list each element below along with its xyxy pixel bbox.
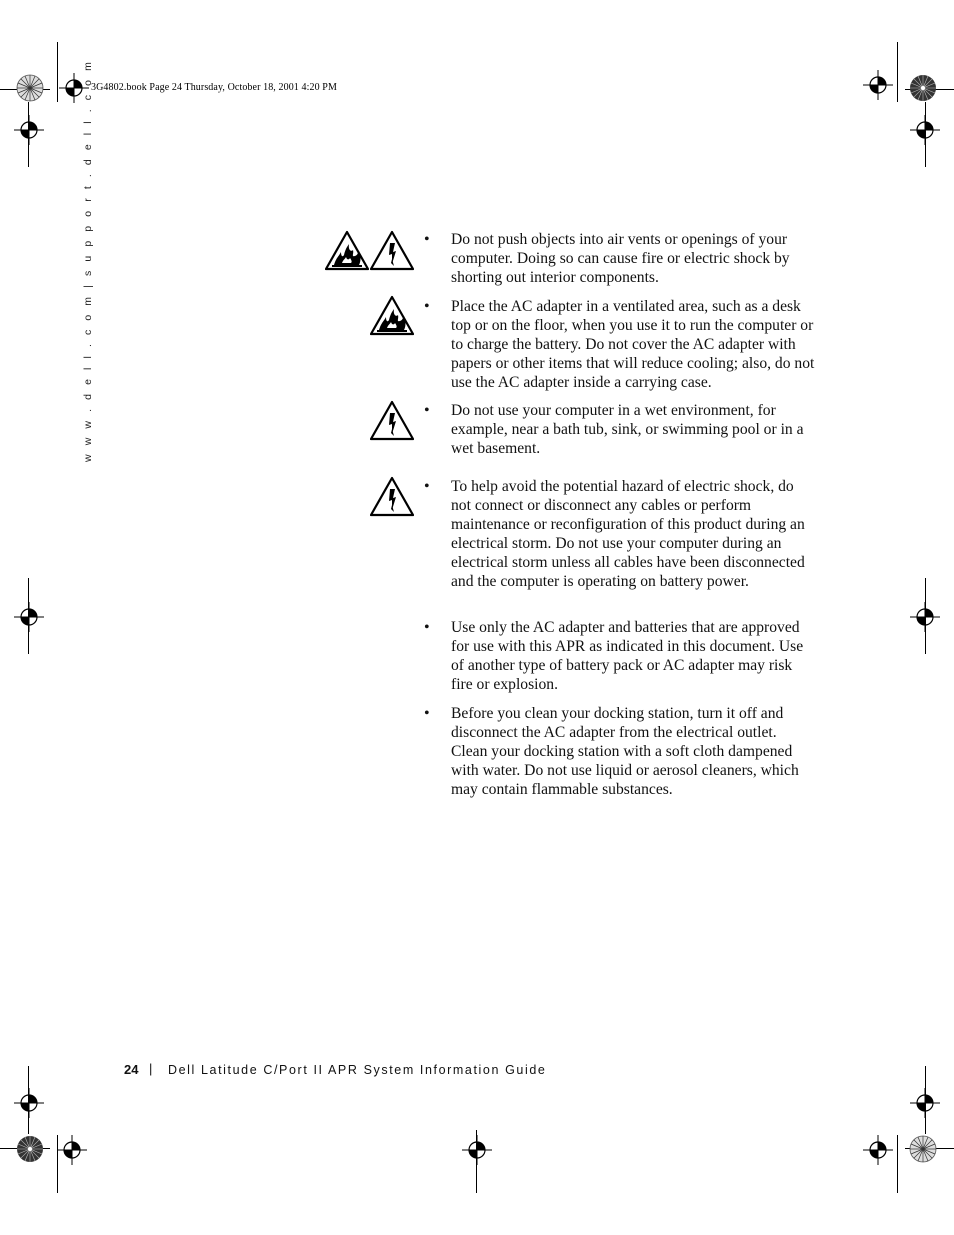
list-item: [424, 704, 816, 799]
bullet-symbol: •: [424, 231, 430, 248]
book-info-header: 3G4802.book Page 24 Thursday, October 18, 2001 4:20 PM: [91, 82, 337, 93]
sidebar-url: w w w . d e l l . c o m | s u p p o r t . d e l l . c o m: [82, 59, 94, 462]
fire-warning-icon: [325, 230, 369, 271]
list-item: [424, 230, 816, 287]
page-number: 24: [124, 1062, 139, 1077]
list-item: [424, 618, 816, 694]
bullet-symbol: •: [424, 298, 430, 315]
list-item-text: To help avoid the potential hazard of electric shock, do not connect or disconnect any cables or perform maintenance or reconfiguration of this product during an electrical storm. Do not use your computer during an electrical storm unless all cables have been disconnected and the computer is operating on battery power.: [451, 478, 805, 590]
list-item: [424, 477, 816, 591]
bullet-symbol: •: [424, 705, 430, 722]
list-item: [424, 401, 816, 458]
list-item-text: Place the AC adapter in a ventilated area, such as a desk top or on the floor, when you use it to run the computer or to charge the battery. Do not cover the AC adapter with papers or other items that will reduce cooling; also, do not use the AC adapter inside a carrying case.: [451, 298, 815, 391]
bullet-symbol: •: [424, 402, 430, 419]
electric-shock-warning-icon: [370, 230, 414, 271]
bullet-symbol: •: [424, 619, 430, 636]
list-item-text: Do not use your computer in a wet environment, for example, near a bath tub, sink, or swimming pool or in a wet basement.: [451, 402, 804, 457]
fire-warning-icon: [370, 295, 414, 336]
list-item-text: Do not push objects into air vents or openings of your computer. Doing so can cause fire or electric shock by shorting out interior components.: [451, 231, 790, 286]
footer-separator: |: [149, 1061, 153, 1076]
bullet-symbol: •: [424, 478, 430, 495]
electric-shock-warning-icon: [370, 476, 414, 517]
list-item-text: Use only the AC adapter and batteries that are approved for use with this APR as indicated in this document. Use of another type of battery pack or AC adapter may risk fire or explosion.: [451, 619, 804, 693]
list-item-text: Before you clean your docking station, turn it off and disconnect the AC adapter from the electrical outlet. Clean your docking station with a soft cloth dampened with water. Do not use liquid or aerosol cleaners, which may contain flammable substances.: [451, 705, 799, 798]
list-item: [424, 297, 816, 392]
footer-title: Dell Latitude C/Port II APR System Information Guide: [168, 1063, 547, 1077]
electric-shock-warning-icon: [370, 400, 414, 441]
